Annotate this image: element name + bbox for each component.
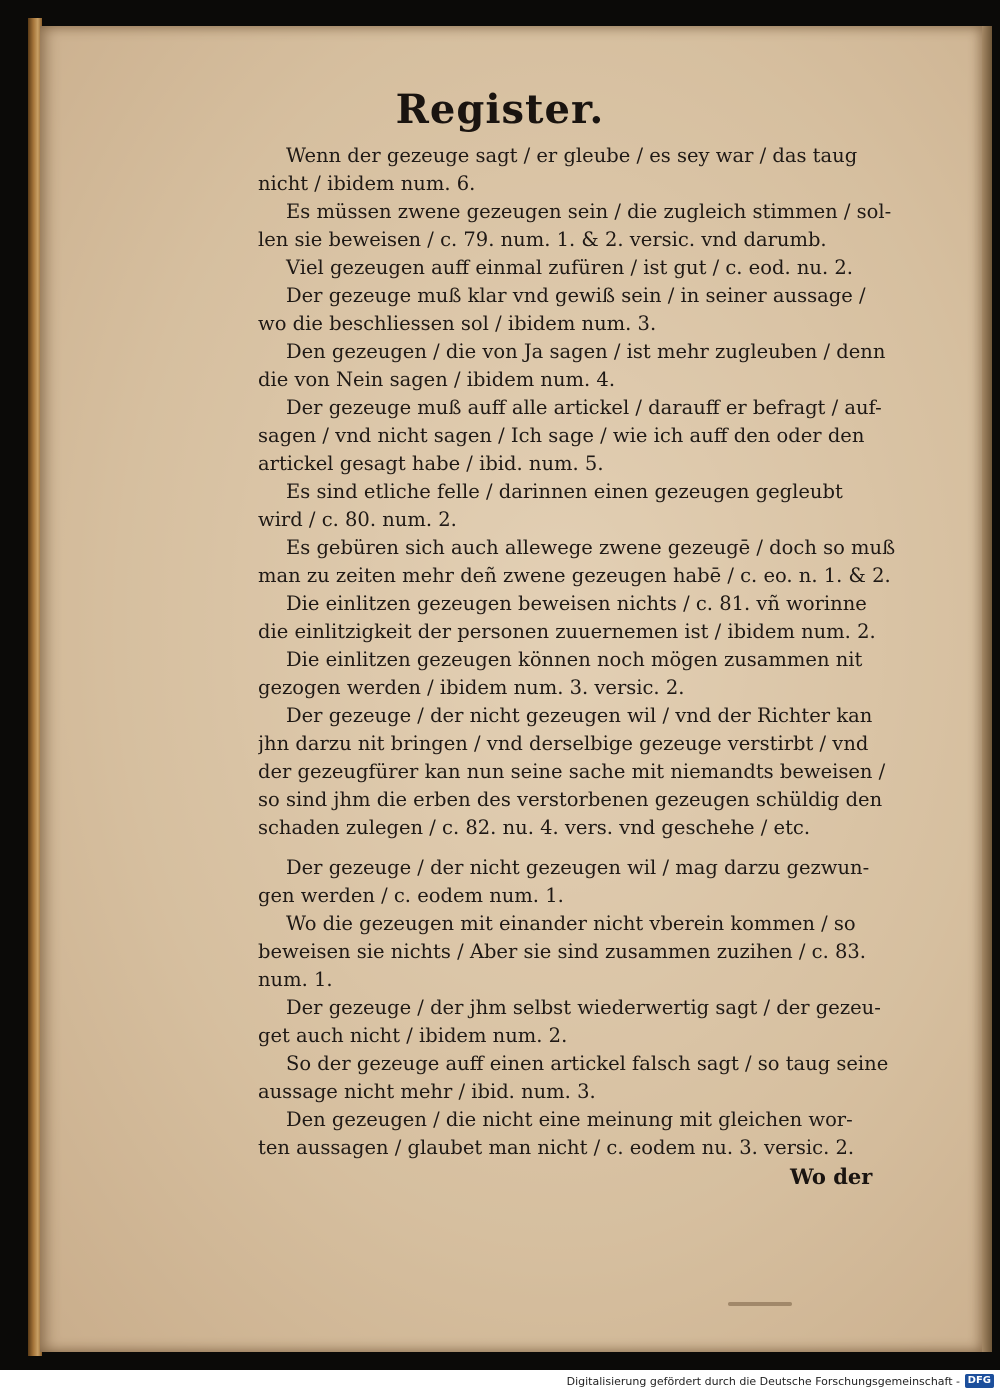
text-line: Es müssen zwene gezeugen sein / die zugleich stimmen / sol-: [286, 200, 892, 223]
text-line: Es sind etliche felle / darinnen einen gezeugen gegleubt: [286, 480, 843, 503]
dfg-logo: DFG: [965, 1374, 994, 1388]
register-text-block: [258, 142, 898, 1162]
text-line: Der gezeuge muß auff alle artickel / darauff er befragt / auf-: [286, 396, 882, 419]
text-line: Der gezeuge / der nicht gezeugen wil / vnd der Richter kan: [286, 704, 873, 727]
text-line: man zu zeiten mehr deñ zwene gezeugen habē / c. eo. n. 1. & 2.: [258, 564, 891, 587]
text-line: Die einlitzen gezeugen können noch mögen zusammen nit: [286, 648, 863, 671]
text-line: sagen / vnd nicht sagen / Ich sage / wie ich auff den oder den: [258, 424, 865, 447]
text-line: So der gezeuge auff einen artickel falsch sagt / so taug seine: [286, 1052, 889, 1075]
text-line: schaden zulegen / c. 82. nu. 4. vers. vnd geschehe / etc.: [258, 816, 811, 839]
page-heading: Register.: [395, 86, 605, 133]
text-line: jhn darzu nit bringen / vnd derselbige gezeuge verstirbt / vnd: [258, 732, 869, 755]
text-line: Den gezeugen / die nicht eine meinung mit gleichen wor-: [286, 1108, 853, 1131]
text-line: Der gezeuge / der nicht gezeugen wil / mag darzu gezwun-: [286, 856, 870, 879]
text-line: gezogen werden / ibidem num. 3. versic. 2.: [258, 676, 685, 699]
text-line: die einlitzigkeit der personen zuuernemen ist / ibidem num. 2.: [258, 620, 876, 643]
text-line: Den gezeugen / die von Ja sagen / ist mehr zugleuben / denn: [286, 340, 886, 363]
page-mark: [728, 1302, 792, 1306]
text-line: Wo die gezeugen mit einander nicht vberein kommen / so: [286, 912, 856, 935]
text-line: so sind jhm die erben des verstorbenen gezeugen schüldig den: [258, 788, 883, 811]
catchword: Wo der: [790, 1164, 873, 1189]
page-gutter-shadow: [982, 26, 992, 1352]
footer-bar: [0, 1370, 1000, 1393]
text-line: get auch nicht / ibidem num. 2.: [258, 1024, 568, 1047]
text-line: nicht / ibidem num. 6.: [258, 172, 476, 195]
text-line: Es gebüren sich auch allewege zwene gezeugē / doch so muß: [286, 536, 896, 559]
footer-credit: Digitalisierung gefördert durch die Deutsche Forschungsgemeinschaft -: [566, 1375, 960, 1388]
text-line: aussage nicht mehr / ibid. num. 3.: [258, 1080, 596, 1103]
text-line: Viel gezeugen auff einmal zufüren / ist gut / c. eod. nu. 2.: [286, 256, 853, 279]
text-line: Der gezeuge muß klar vnd gewiß sein / in seiner aussage /: [286, 284, 866, 307]
text-line: die von Nein sagen / ibidem num. 4.: [258, 368, 616, 391]
text-line: Der gezeuge / der jhm selbst wiederwertig sagt / der gezeu-: [286, 996, 881, 1019]
text-line: num. 1.: [258, 968, 333, 991]
text-line: beweisen sie nichts / Aber sie sind zusammen zuzihen / c. 83.: [258, 940, 866, 963]
text-line: artickel gesagt habe / ibid. num. 5.: [258, 452, 604, 475]
text-line: ten aussagen / glaubet man nicht / c. eodem nu. 3. versic. 2.: [258, 1136, 855, 1159]
text-line: gen werden / c. eodem num. 1.: [258, 884, 564, 907]
text-line: Wenn der gezeuge sagt / er gleube / es sey war / das taug: [286, 144, 858, 167]
text-line: der gezeugfürer kan nun seine sache mit niemandts beweisen /: [258, 760, 886, 783]
text-line: Die einlitzen gezeugen beweisen nichts / c. 81. vñ worinne: [286, 592, 867, 615]
text-line: wo die beschliessen sol / ibidem num. 3.: [258, 312, 657, 335]
text-line: len sie beweisen / c. 79. num. 1. & 2. versic. vnd darumb.: [258, 228, 827, 251]
text-line: wird / c. 80. num. 2.: [258, 508, 457, 531]
